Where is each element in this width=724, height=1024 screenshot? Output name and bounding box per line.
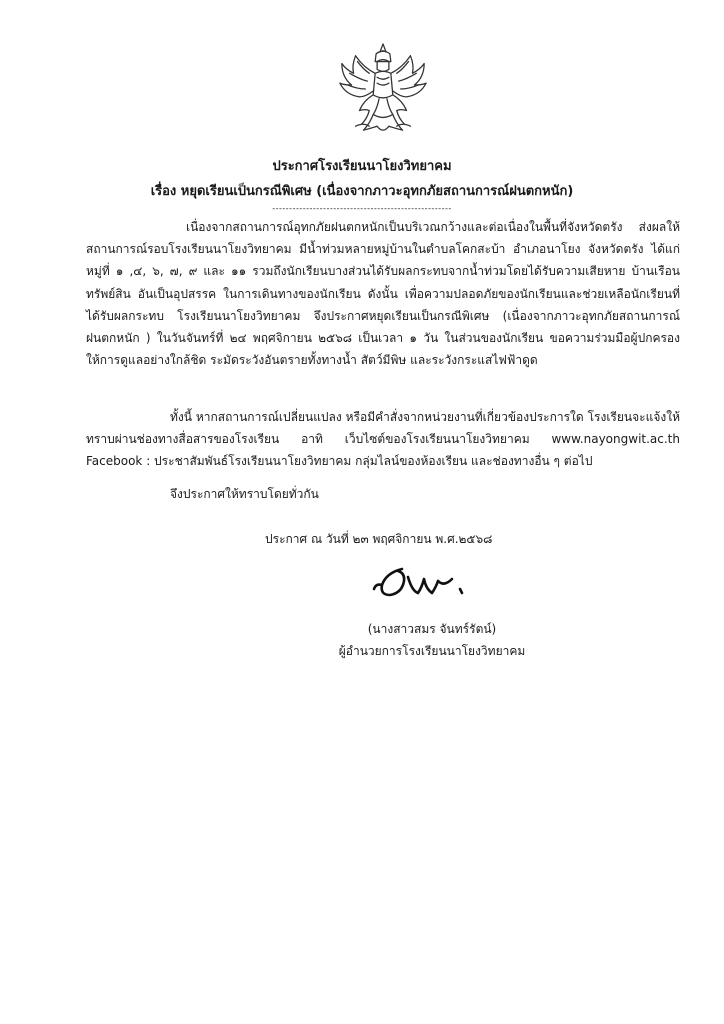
paragraph-line: ทั้งนี้ หากสถานการณ์เปลี่ยนแปลง หรือมีคำสั่งจากหน่วยงานที่เกี่ยวข้องประการใด โรงเรียนจะแจ้งให้ — [170, 410, 680, 424]
signer-name: (นางสาวสมร จันทร์รัตน์) — [367, 622, 497, 636]
paragraph-line: Facebook : ประชาสัมพันธ์โรงเรียนนาโยงวิทยาคม กลุ่มไลน์ของห้องเรียน และช่องทางอื่น ๆ ต่อไป — [86, 454, 593, 469]
paragraph-notification — [86, 406, 680, 473]
signature — [372, 563, 488, 599]
closing-statement: จึงประกาศให้ทราบโดยทั่วกัน — [170, 487, 319, 501]
paragraph-line: ทราบผ่านช่องทางสื่อสารของโรงเรียน อาทิ เว็บไซต์ของโรงเรียนนาโยงวิทยาคม www.nayongwit.ac.th — [86, 432, 680, 447]
paragraph-situation — [86, 216, 680, 371]
paragraph-line: หมู่ที่ ๑ ,๔, ๖, ๗, ๙ และ ๑๑ รวมถึงนักเรียนบางส่วนได้รับผลกระทบจากน้ำท่วมโดยได้รับความเสียหาย บ้านเรือน — [86, 264, 680, 279]
announcement-title: ประกาศโรงเรียนนาโยงวิทยาคม — [272, 159, 452, 174]
paragraph-line: เนื่องจากสถานการณ์อุทกภัยฝนตกหนักเป็นบริเวณกว้างและต่อเนื่องในพื้นที่จังหวัดตรัง ส่งผลให้ — [186, 220, 680, 234]
announcement-subject: เรื่อง หยุดเรียนเป็นกรณีพิเศษ (เนื่องจากภาวะอุทกภัยสถานการณ์ฝนตกหนัก) — [150, 184, 574, 199]
paragraph-line: ให้การดูแลอย่างใกล้ชิด ระมัดระวังอันตรายทั้งทางน้ำ สัตว์มีพิษ และระวังกระแสไฟฟ้าดูด — [86, 353, 538, 368]
announcement-date: ประกาศ ณ วันที่ ๒๓ พฤศจิกายน พ.ศ.๒๕๖๘ — [265, 532, 493, 546]
paragraph-line: ฝนตกหนัก ) ในวันจันทร์ที่ ๒๔ พฤศจิกายน ๒๕๖๘ เป็นเวลา ๑ วัน ในส่วนของนักเรียน ขอความร่วมมือผู้ปกครอง — [86, 330, 680, 345]
garuda-emblem-icon — [334, 40, 432, 138]
signer-position: ผู้อำนวยการโรงเรียนนาโยงวิทยาคม — [338, 644, 526, 658]
title-divider: ----------------------------------------------------- — [272, 204, 452, 213]
paragraph-line: สถานการณ์รอบโรงเรียนนาโยงวิทยาคม มีน้ำท่วมหลายหมู่บ้านในตำบลโคกสะบ้า อำเภอนาโยง จังหวัดตรัง ได้แก่ — [86, 242, 680, 257]
signer-block — [322, 618, 542, 662]
paragraph-line: ได้รับผลกระทบ โรงเรียนนาโยงวิทยาคม จึงประกาศหยุดเรียนเป็นกรณีพิเศษ (เนื่องจากภาวะอุทกภัยสถานการณ์ — [86, 308, 680, 323]
paragraph-line: ทรัพย์สิน อันเป็นอุปสรรค ในการเดินทางของนักเรียน ดังนั้น เพื่อความปลอดภัยของนักเรียนและช่วยเหลือนักเรียนที่ — [86, 286, 680, 301]
